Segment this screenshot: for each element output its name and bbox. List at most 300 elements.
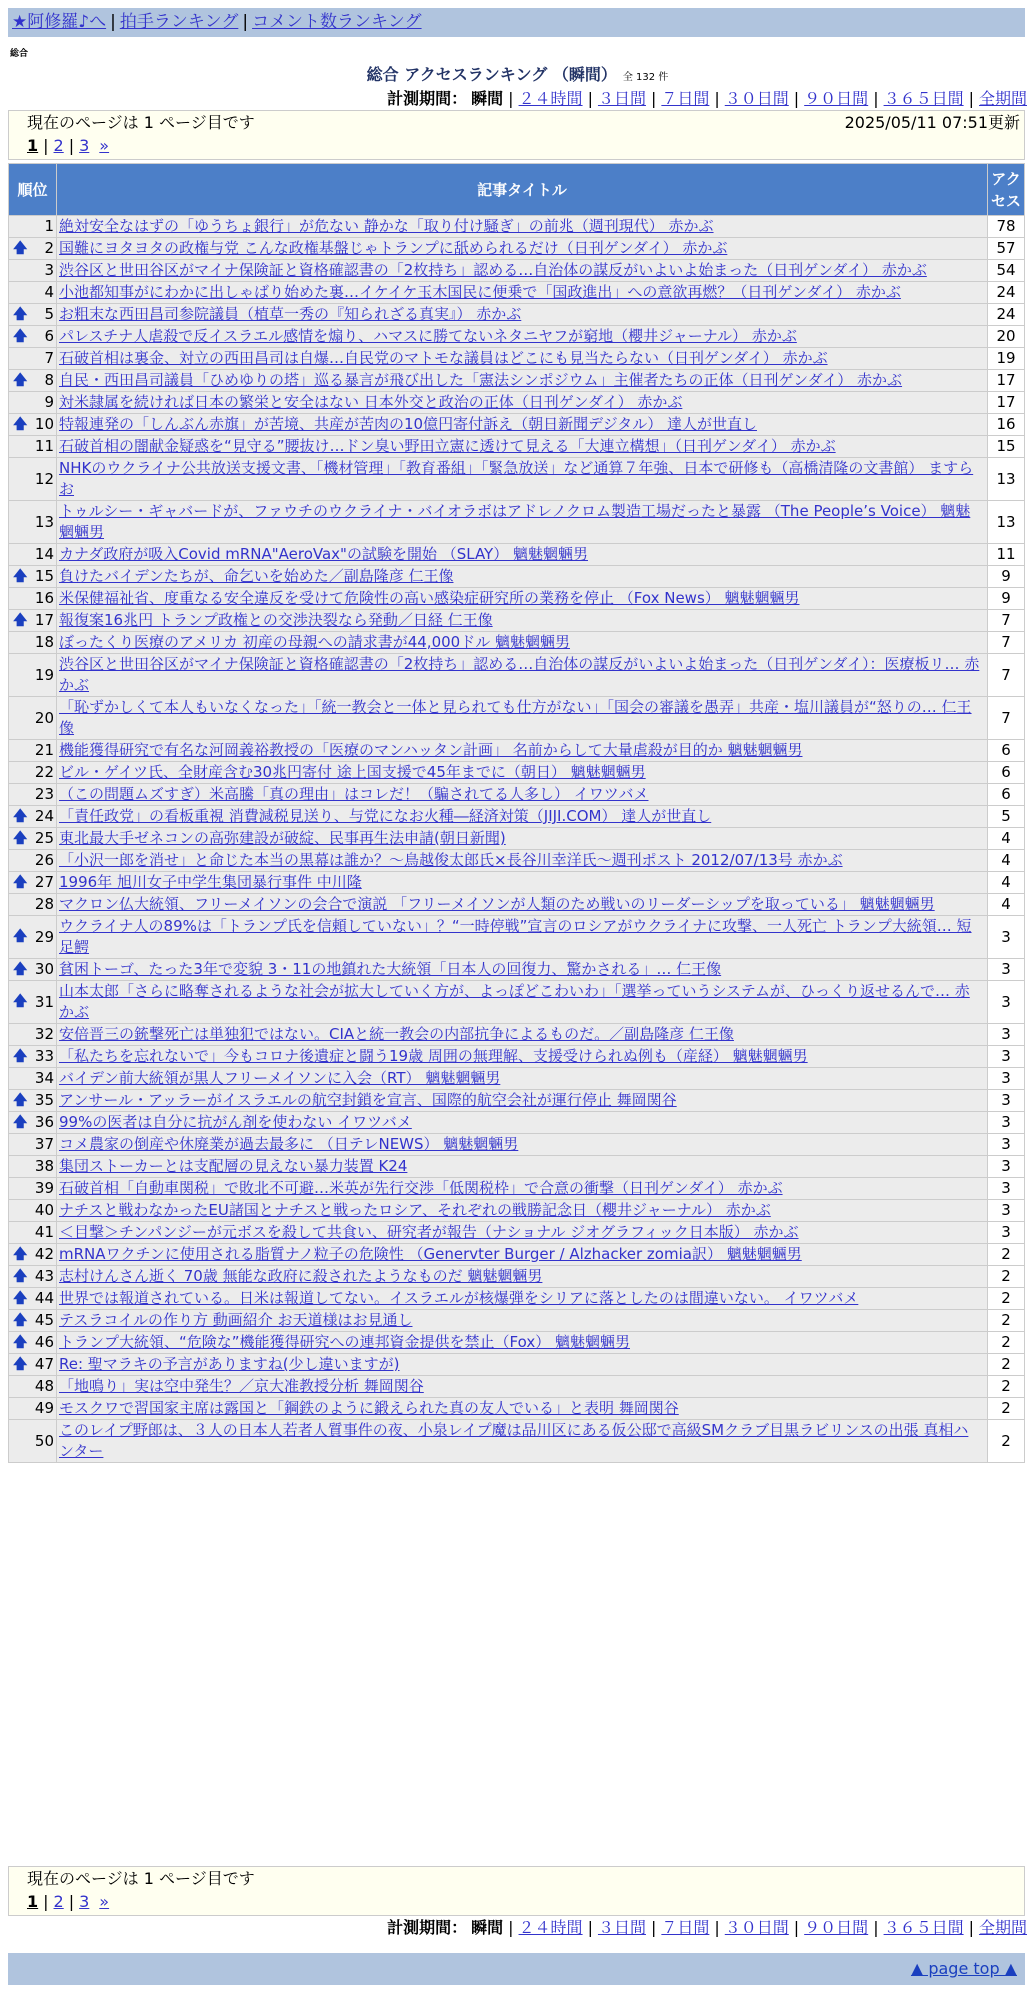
- title-cell: [57, 1090, 987, 1111]
- rank-up-arrow-icon: 🡅: [13, 1048, 28, 1064]
- rank-cell: [9, 1420, 56, 1462]
- access-count: 17: [988, 370, 1024, 391]
- table-row: [9, 1420, 1024, 1462]
- rank-cell: [9, 762, 56, 783]
- article-title-link[interactable]: 集団ストーカーとは支配層の見えない暴力装置 K24: [59, 1157, 408, 1175]
- rank-number: 23: [34, 785, 54, 803]
- rank-cell: [9, 326, 56, 347]
- table-row: [9, 828, 1024, 849]
- rank-up-arrow-icon: 🡅: [13, 1356, 28, 1372]
- article-title-link[interactable]: 報復案16兆円 トランプ政権との交渉決裂なら発動／日経 仁王像: [59, 611, 493, 629]
- table-row: [9, 894, 1024, 915]
- updated-timestamp: 2025/05/11 07:51更新: [844, 113, 1020, 132]
- rank-cell: [9, 784, 56, 805]
- rank-cell: [9, 894, 56, 915]
- rank-cell: [9, 238, 56, 259]
- access-count: 24: [988, 282, 1024, 303]
- article-title-link[interactable]: カナダ政府が吸入Covid mRNA"AeroVax"の試験を開始 （SLAY） 魑魅魍魎男: [59, 545, 588, 563]
- access-count: 4: [988, 828, 1024, 849]
- article-title-link[interactable]: 「恥ずかしくて本人もいなくなった」「統一教会と一体と見られても仕方がない」「国会の審議を愚弄」共産・塩川議員が“怒りの… 仁王像: [59, 698, 972, 737]
- title-cell: [57, 1046, 987, 1067]
- article-title-link[interactable]: Re: 聖マラキの予言がありますね(少し違いますが): [59, 1355, 400, 1373]
- period-option-30d[interactable]: ３０日間: [724, 89, 789, 108]
- rank-cell: [9, 981, 56, 1023]
- table-row: [9, 1354, 1024, 1375]
- rank-cell: [9, 458, 56, 500]
- article-title-link[interactable]: このレイプ野郎は、３人の日本人若者人質事件の夜、小泉レイプ魔は品川区にある仮公邸で高級SMクラブ目黒ラビリンスの出張 真相ハンター: [59, 1421, 969, 1460]
- title-cell: [57, 762, 987, 783]
- table-row: [9, 872, 1024, 893]
- rank-up-arrow-icon: 🡅: [13, 240, 28, 256]
- article-title-link[interactable]: 世界では報道されている。日米は報道してない。イスラエルが核爆弾をシリアに落としたのは間違いない。 イワツバメ: [59, 1289, 859, 1307]
- rank-number: 18: [34, 633, 54, 651]
- page-link-current: 1: [27, 136, 39, 155]
- title-cell: [57, 1222, 987, 1243]
- rank-up-arrow-icon: 🡅: [13, 928, 28, 945]
- table-row: [9, 916, 1024, 958]
- page-top-link[interactable]: ▲ page top ▲: [910, 1959, 1017, 1978]
- rank-cell: [9, 1222, 56, 1243]
- rank-number: 49: [34, 1399, 54, 1417]
- period-option-all[interactable]: 全期間: [978, 89, 1027, 108]
- article-title-link[interactable]: 安倍晋三の銃撃死亡は単独犯ではない。CIAと統一教会の内部抗争によるものだ。／副島隆彦 仁王像: [59, 1025, 734, 1043]
- rank-up-arrow-icon: 🡅: [13, 1334, 28, 1350]
- rank-cell: [9, 392, 56, 413]
- table-row: [9, 1156, 1024, 1177]
- title-cell: [57, 697, 987, 739]
- article-title-link[interactable]: バイデン前大統領が黒人フリーメイソンに入会（RT） 魑魅魍魎男: [59, 1069, 501, 1087]
- rank-number: 5: [44, 305, 54, 323]
- title-cell: [57, 282, 987, 303]
- article-title-link[interactable]: モスクワで習国家主席は露国と「鋼鉄のように鍛えられた真の友人でいる」と表明 舞岡関谷: [59, 1399, 679, 1417]
- table-row: [9, 392, 1024, 413]
- access-count: 9: [988, 588, 1024, 609]
- article-title-link[interactable]: 米保健福祉省、度重なる安全違反を受けて危険性の高い感染症研究所の業務を停止 （Fox News） 魑魅魍魎男: [59, 589, 800, 607]
- access-count: 3: [988, 1068, 1024, 1089]
- article-title-link[interactable]: 東北最大手ゼネコンの高弥建設が破綻、民事再生法申請(朝日新聞): [59, 829, 506, 847]
- rank-number: 17: [34, 611, 54, 629]
- rank-number: 6: [44, 327, 54, 345]
- rank-number: 41: [34, 1223, 54, 1241]
- access-count: 2: [988, 1332, 1024, 1353]
- title-cell: [57, 828, 987, 849]
- article-title-link[interactable]: 貧困トーゴ、たった3年で変貌 3・11の地鎮れた大統領「日本人の回復力、驚かされる」… 仁王像: [59, 960, 722, 978]
- title-cell: [57, 894, 987, 915]
- rank-cell: [9, 1376, 56, 1397]
- title-cell: [57, 414, 987, 435]
- title-cell: [57, 654, 987, 696]
- page-link-3[interactable]: 3: [79, 1892, 90, 1911]
- title-cell: [57, 1376, 987, 1397]
- access-count: 2: [988, 1398, 1024, 1419]
- period-option-3d[interactable]: ３日間: [597, 89, 646, 108]
- access-count: 3: [988, 981, 1024, 1023]
- rank-number: 21: [34, 741, 54, 759]
- access-count: 3: [988, 1222, 1024, 1243]
- access-count: 2: [988, 1354, 1024, 1375]
- title-cell: [57, 784, 987, 805]
- article-title-link[interactable]: 山本太郎「さらに略奪されるような社会が拡大していく方が、よっぽどこわいわ」「選挙っていうシステムが、ひっくり返せるんで… 赤かぶ: [59, 982, 970, 1021]
- rank-number: 36: [34, 1113, 54, 1131]
- rank-up-arrow-icon: 🡅: [13, 1312, 28, 1328]
- period-option-90d[interactable]: ９０日間: [804, 89, 869, 108]
- access-count: 3: [988, 916, 1024, 958]
- rank-cell: [9, 1024, 56, 1045]
- period-option-24h[interactable]: ２４時間: [518, 89, 583, 108]
- table-row: [9, 1134, 1024, 1155]
- rank-number: 11: [34, 437, 54, 455]
- article-title-link[interactable]: お粗末な西田昌司参院議員（植草一秀の『知られざる真実』） 赤かぶ: [59, 305, 522, 323]
- access-count: 9: [988, 566, 1024, 587]
- rank-up-arrow-icon: 🡅: [13, 1114, 28, 1130]
- rank-cell: [9, 850, 56, 871]
- table-row: [9, 959, 1024, 980]
- rank-cell: [9, 632, 56, 653]
- rank-number: 50: [34, 1431, 54, 1450]
- table-row: [9, 566, 1024, 587]
- article-title-link[interactable]: 自民・西田昌司議員「ひめゆりの塔」巡る暴言が飛び出した「憲法シンポジウム」主催者たちの正体（日刊ゲンダイ） 赤かぶ: [59, 371, 903, 389]
- table-row: [9, 632, 1024, 653]
- article-title-link[interactable]: アンサール・アッラーがイスラエルの航空封鎖を宣言、国際的航空会社が運行停止 舞岡関谷: [59, 1091, 677, 1109]
- page-link-2[interactable]: 2: [53, 1892, 64, 1911]
- period-option-24h[interactable]: ２４時間: [518, 1918, 583, 1937]
- rank-number: 9: [44, 393, 54, 411]
- table-row: [9, 326, 1024, 347]
- access-count: 7: [988, 697, 1024, 739]
- access-count: 3: [988, 1200, 1024, 1221]
- period-option-365d[interactable]: ３６５日間: [883, 89, 964, 108]
- rank-cell: [9, 436, 56, 457]
- rank-number: 46: [34, 1333, 54, 1351]
- article-title-link[interactable]: コメ農家の倒産や休廃業が過去最多に （日テレNEWS） 魑魅魍魎男: [59, 1135, 519, 1153]
- rank-cell: [9, 1310, 56, 1331]
- nav-separator: |: [242, 12, 249, 32]
- rank-cell: [9, 1332, 56, 1353]
- article-title-link[interactable]: ぼったくり医療のアメリカ 初産の母親への請求書が44,000ドル 魑魅魍魎男: [59, 633, 570, 651]
- rank-cell: [9, 1178, 56, 1199]
- access-count: 78: [988, 216, 1024, 237]
- article-title-link[interactable]: ＜目撃＞チンパンジーが元ボスを殺して共食い、研究者が報告（ナショナル ジオグラフィック日本版） 赤かぶ: [59, 1223, 799, 1241]
- rank-number: 44: [34, 1289, 54, 1307]
- rank-cell: [9, 566, 56, 587]
- table-row: [9, 1310, 1024, 1331]
- access-count: 6: [988, 784, 1024, 805]
- rank-number: 39: [34, 1179, 54, 1197]
- article-title-link[interactable]: ナチスと戦わなかったEU諸国とナチスと戦ったロシア、それぞれの戦勝記念日（櫻井ジャーナル） 赤かぶ: [59, 1201, 771, 1219]
- article-title-link[interactable]: 1996年 旭川女子中学生集団暴行事件 中川隆: [59, 873, 362, 891]
- access-count: 2: [988, 1420, 1024, 1462]
- table-row: [9, 762, 1024, 783]
- article-title-link[interactable]: 負けたバイデンたちが、命乞いを始めた／副島隆彦 仁王像: [59, 567, 454, 585]
- period-option-90d[interactable]: ９０日間: [804, 1918, 869, 1937]
- title-cell: [57, 238, 987, 259]
- table-row: [9, 414, 1024, 435]
- access-count: 16: [988, 414, 1024, 435]
- access-count: 3: [988, 1134, 1024, 1155]
- title-cell: [57, 392, 987, 413]
- article-title-link[interactable]: mRNAワクチンに使用される脂質ナノ粒子の危険性 （Genervter Burger / Alzhacker zomia訳） 魑魅魍魎男: [59, 1245, 802, 1263]
- rank-cell: [9, 216, 56, 237]
- table-row: [9, 501, 1024, 543]
- rank-number: 30: [34, 960, 54, 978]
- rank-number: 29: [34, 927, 54, 946]
- table-row: [9, 1112, 1024, 1133]
- rank-number: 16: [34, 589, 54, 607]
- period-option-365d[interactable]: ３６５日間: [883, 1918, 964, 1937]
- genre-label: 総合: [10, 49, 29, 59]
- access-count: 7: [988, 610, 1024, 631]
- access-count: 3: [988, 1090, 1024, 1111]
- article-title-link[interactable]: 「地鳴り」実は空中発生？／京大准教授分析 舞岡関谷: [59, 1377, 424, 1395]
- title-cell: [57, 370, 987, 391]
- access-count: 2: [988, 1376, 1024, 1397]
- access-count: 3: [988, 1046, 1024, 1067]
- rank-number: 22: [34, 763, 54, 781]
- rank-number: 40: [34, 1201, 54, 1219]
- article-title-link[interactable]: 99%の医者は自分に抗がん剤を使わない イワツバメ: [59, 1113, 412, 1131]
- table-row: [9, 348, 1024, 369]
- title-cell: [57, 1266, 987, 1287]
- table-row: [9, 1024, 1024, 1045]
- ranking-title: 総合 アクセスランキング （瞬間）: [366, 65, 617, 84]
- current-page-text: 現在のページは 1 ページ目です: [27, 1869, 255, 1888]
- access-count: 4: [988, 850, 1024, 871]
- access-count: 15: [988, 436, 1024, 457]
- access-count: 5: [988, 806, 1024, 827]
- pager-bottom: 現在のページは 1 ページ目です 1 | 2 | 3 »: [8, 1866, 1025, 1916]
- rank-cell: [9, 1112, 56, 1133]
- article-title-link[interactable]: 渋谷区と世田谷区がマイナ保険証と資格確認書の「2枚持ち」認める…自治体の謀反がいよいよ始まった（日刊ゲンダイ）：医療板リ… 赤かぶ: [59, 655, 980, 694]
- title-cell: [57, 1332, 987, 1353]
- article-title-link[interactable]: 渋谷区と世田谷区がマイナ保険証と資格確認書の「2枚持ち」認める…自治体の謀反がいよいよ始まった（日刊ゲンダイ） 赤かぶ: [59, 261, 927, 279]
- home-link[interactable]: ★阿修羅♪へ: [12, 12, 107, 32]
- table-row: [9, 806, 1024, 827]
- table-row: [9, 610, 1024, 631]
- rank-number: 48: [34, 1377, 54, 1395]
- period-option-7d[interactable]: ７日間: [661, 89, 710, 108]
- rank-cell: [9, 348, 56, 369]
- title-cell: [57, 872, 987, 893]
- rank-number: 25: [34, 829, 54, 847]
- table-row: [9, 216, 1024, 237]
- article-title-link[interactable]: マクロン仏大統領、フリーメイソンの会合で演説 「フリーメイソンが人類のため戦いのリーダーシップを取っている」 魑魅魍魎男: [59, 895, 935, 913]
- article-title-link[interactable]: ビル・ゲイツ氏、全財産含む30兆円寄付 途上国支援で45年までに（朝日） 魑魅魍魎男: [59, 763, 646, 781]
- access-count: 2: [988, 1310, 1024, 1331]
- article-title-link[interactable]: 機能獲得研究で有名な河岡義裕教授の「医療のマンハッタン計画」 名前からして大量虐殺が目的か 魑魅魍魎男: [59, 741, 803, 759]
- table-row: [9, 784, 1024, 805]
- title-cell: [57, 1420, 987, 1462]
- rank-cell: [9, 1354, 56, 1375]
- title-cell: [57, 588, 987, 609]
- rank-cell: [9, 544, 56, 565]
- period-option-all[interactable]: 全期間: [978, 1918, 1027, 1937]
- period-option-3d[interactable]: ３日間: [597, 1918, 646, 1937]
- rank-up-arrow-icon: 🡅: [13, 961, 28, 977]
- access-count: 6: [988, 740, 1024, 761]
- article-title-link[interactable]: パレスチナ人虐殺で反イスラエル感情を煽り、ハマスに勝てないネタニヤフが窮地（櫻井ジャーナル） 赤かぶ: [59, 327, 797, 345]
- nav-separator: |: [110, 12, 116, 32]
- rank-cell: [9, 916, 56, 958]
- title-cell: [57, 850, 987, 871]
- title-cell: [57, 1068, 987, 1089]
- table-row: [9, 740, 1024, 761]
- table-row: [9, 1200, 1024, 1221]
- access-count: 4: [988, 894, 1024, 915]
- rank-up-arrow-icon: 🡅: [13, 416, 28, 432]
- rank-number: 19: [34, 665, 54, 684]
- rank-number: 14: [34, 545, 54, 563]
- rank-up-arrow-icon: 🡅: [13, 568, 28, 584]
- article-title-link[interactable]: 「責任政党」の看板重視 消費減税見送り、与党になお火種―経済対策（JIJI.COM） 達人が世直し: [59, 807, 712, 825]
- access-count: 6: [988, 762, 1024, 783]
- access-count: 3: [988, 1178, 1024, 1199]
- comment-ranking-link[interactable]: コメント数ランキング: [252, 12, 422, 32]
- rank-number: 33: [34, 1047, 54, 1065]
- article-title-link[interactable]: 絶対安全なはずの「ゆうちょ銀行」が危ない 静かな「取り付け騒ぎ」の前兆（週刊現代） 赤かぶ: [59, 217, 714, 235]
- rank-number: 43: [34, 1267, 54, 1285]
- access-count: 17: [988, 392, 1024, 413]
- title-cell: [57, 1310, 987, 1331]
- table-row: [9, 850, 1024, 871]
- bottom-bar: [8, 1953, 1025, 1985]
- rank-cell: [9, 260, 56, 281]
- article-title-link[interactable]: 小池都知事がにわかに出しゃばり始めた裏…イケイケ玉木国民に便乗で「国政進出」への意欲再燃？（日刊ゲンダイ） 赤かぶ: [59, 283, 901, 301]
- title-cell: [57, 1398, 987, 1419]
- table-row: [9, 370, 1024, 391]
- rank-up-arrow-icon: 🡅: [13, 874, 28, 890]
- article-title-link[interactable]: 「小沢一郎を消せ」と命じた本当の黒幕は誰か？～鳥越俊太郎氏×長谷川幸洋氏～週刊ポスト 2012/07/13号 赤かぶ: [59, 851, 843, 869]
- rank-up-arrow-icon: 🡅: [13, 830, 28, 846]
- applause-ranking-link[interactable]: 拍手ランキング: [119, 12, 239, 32]
- rank-up-arrow-icon: 🡅: [13, 808, 28, 824]
- access-count: 3: [988, 1112, 1024, 1133]
- article-title-link[interactable]: （この問題ムズすぎ）米高騰「真の理由」はコレだ！（騙されてる人多し） イワツバメ: [59, 785, 649, 803]
- rank-number: 24: [34, 807, 54, 825]
- title-cell: [57, 959, 987, 980]
- rank-number: 15: [34, 567, 54, 585]
- article-title-link[interactable]: テスラコイルの作り方 動画紹介 お天道様はお見通し: [59, 1311, 413, 1329]
- rank-up-arrow-icon: 🡅: [13, 993, 28, 1010]
- table-row: [9, 544, 1024, 565]
- header-access: アクセス: [988, 164, 1024, 215]
- page-link-2[interactable]: 2: [53, 136, 64, 155]
- header-title: 記事タイトル: [57, 164, 987, 215]
- table-row: [9, 588, 1024, 609]
- rank-cell: [9, 1090, 56, 1111]
- rank-up-arrow-icon: 🡅: [13, 1290, 28, 1306]
- article-title-link[interactable]: ウクライナ人の89%は「トランプ氏を信頼していない」？“一時停戦”宣言のロシアがウクライナに攻撃、一人死亡 トランプ大統領… 短足鰐: [59, 917, 972, 956]
- article-title-link[interactable]: 対米隷属を続ければ日本の繁栄と安全はない 日本外交と政治の正体（日刊ゲンダイ） 赤かぶ: [59, 393, 683, 411]
- access-count: 11: [988, 544, 1024, 565]
- page-link-next[interactable]: »: [99, 1892, 110, 1911]
- rank-cell: [9, 1046, 56, 1067]
- article-title-link[interactable]: 志村けんさん逝く 70歳 無能な政府に殺されたようなものだ 魑魅魍魎男: [59, 1267, 543, 1285]
- table-row: [9, 1332, 1024, 1353]
- access-count: 3: [988, 959, 1024, 980]
- article-title-link[interactable]: NHKのウクライナ公共放送支援文書、「機材管理」「教育番組」「緊急放送」など通算７年強、日本で研修も（高橋清隆の文書館） ますらお: [59, 459, 974, 498]
- title-cell: [57, 501, 987, 543]
- rank-number: 8: [44, 371, 54, 389]
- rank-up-arrow-icon: 🡅: [13, 1246, 28, 1262]
- rank-number: 1: [44, 217, 54, 235]
- rank-number: 45: [34, 1311, 54, 1329]
- rank-cell: [9, 1266, 56, 1287]
- rank-cell: [9, 872, 56, 893]
- rank-cell: [9, 959, 56, 980]
- table-row: [9, 304, 1024, 325]
- access-count: 24: [988, 304, 1024, 325]
- ranking-table: [8, 163, 1025, 1463]
- access-count: 4: [988, 872, 1024, 893]
- access-count: 7: [988, 654, 1024, 696]
- period-label: 計測期間：: [387, 1918, 468, 1937]
- period-option-7d[interactable]: ７日間: [661, 1918, 710, 1937]
- access-count: 7: [988, 632, 1024, 653]
- article-title-link[interactable]: 特報連発の「しんぶん赤旗」が苦境、共産が苦肉の10億円寄付訴え（朝日新聞デジタル） 達人が世直し: [59, 415, 757, 433]
- period-label: 計測期間：: [387, 89, 468, 108]
- access-count: 3: [988, 1156, 1024, 1177]
- rank-cell: [9, 1200, 56, 1221]
- rank-cell: [9, 414, 56, 435]
- article-title-link[interactable]: 石破首相は裏金、対立の西田昌司は自爆…自民党のマトモな議員はどこにも見当たらない（日刊ゲンダイ） 赤かぶ: [59, 349, 828, 367]
- title-cell: [57, 916, 987, 958]
- rank-cell: [9, 1156, 56, 1177]
- rank-number: 28: [34, 895, 54, 913]
- title-cell: [57, 566, 987, 587]
- article-title-link[interactable]: 石破首相「自動車関税」で敗北不可避…米英が先行交渉「低関税枠」で合意の衝撃（日刊ゲンダイ） 赤かぶ: [59, 1179, 783, 1197]
- article-title-link[interactable]: トゥルシー・ギャバードが、ファウチのウクライナ・バイオラボはアドレノクロム製造工場だったと暴露 （The People’s Voice） 魑魅魍魎男: [59, 502, 971, 541]
- rank-cell: [9, 1288, 56, 1309]
- ranking-title-row: [0, 62, 1035, 85]
- rank-cell: [9, 282, 56, 303]
- ranking-count: 全 132 件: [622, 72, 669, 83]
- rank-cell: [9, 304, 56, 325]
- rank-number: 4: [44, 283, 54, 301]
- rank-up-arrow-icon: 🡅: [13, 1092, 28, 1108]
- period-current: 瞬間: [471, 89, 504, 108]
- rank-number: 26: [34, 851, 54, 869]
- page-link-3[interactable]: 3: [79, 136, 90, 155]
- article-title-link[interactable]: 石破首相の闇献金疑惑を“見守る”腰抜け…ドン臭い野田立憲に透けて見える「大連立構想」（日刊ゲンダイ） 赤かぶ: [59, 437, 836, 455]
- access-count: 57: [988, 238, 1024, 259]
- title-cell: [57, 610, 987, 631]
- rank-number: 2: [44, 239, 54, 257]
- rank-number: 20: [34, 708, 54, 727]
- table-row: [9, 260, 1024, 281]
- table-row: [9, 1398, 1024, 1419]
- title-cell: [57, 544, 987, 565]
- rank-cell: [9, 1244, 56, 1265]
- article-title-link[interactable]: トランプ大統領、“危険な”機能獲得研究への連邦資金提供を禁止（Fox） 魑魅魍魎男: [59, 1333, 630, 1351]
- access-count: 20: [988, 326, 1024, 347]
- page-link-next[interactable]: »: [99, 136, 110, 155]
- title-cell: [57, 216, 987, 237]
- rank-cell: [9, 697, 56, 739]
- article-title-link[interactable]: 国難にヨタヨタの政権与党 こんな政権基盤じゃトランプに舐められるだけ（日刊ゲンダイ） 赤かぶ: [59, 239, 728, 257]
- rank-up-arrow-icon: 🡅: [13, 328, 28, 344]
- title-cell: [57, 1354, 987, 1375]
- table-row: [9, 436, 1024, 457]
- period-option-30d[interactable]: ３０日間: [724, 1918, 789, 1937]
- access-count: 3: [988, 1024, 1024, 1045]
- rank-number: 27: [34, 873, 54, 891]
- rank-number: 37: [34, 1135, 54, 1153]
- rank-cell: [9, 740, 56, 761]
- article-title-link[interactable]: 「私たちを忘れないで」今もコロナ後遺症と闘う19歳 周囲の無理解、支援受けられぬ例も（産経） 魑魅魍魎男: [59, 1047, 808, 1065]
- rank-cell: [9, 370, 56, 391]
- rank-up-arrow-icon: 🡅: [13, 612, 28, 628]
- title-cell: [57, 981, 987, 1023]
